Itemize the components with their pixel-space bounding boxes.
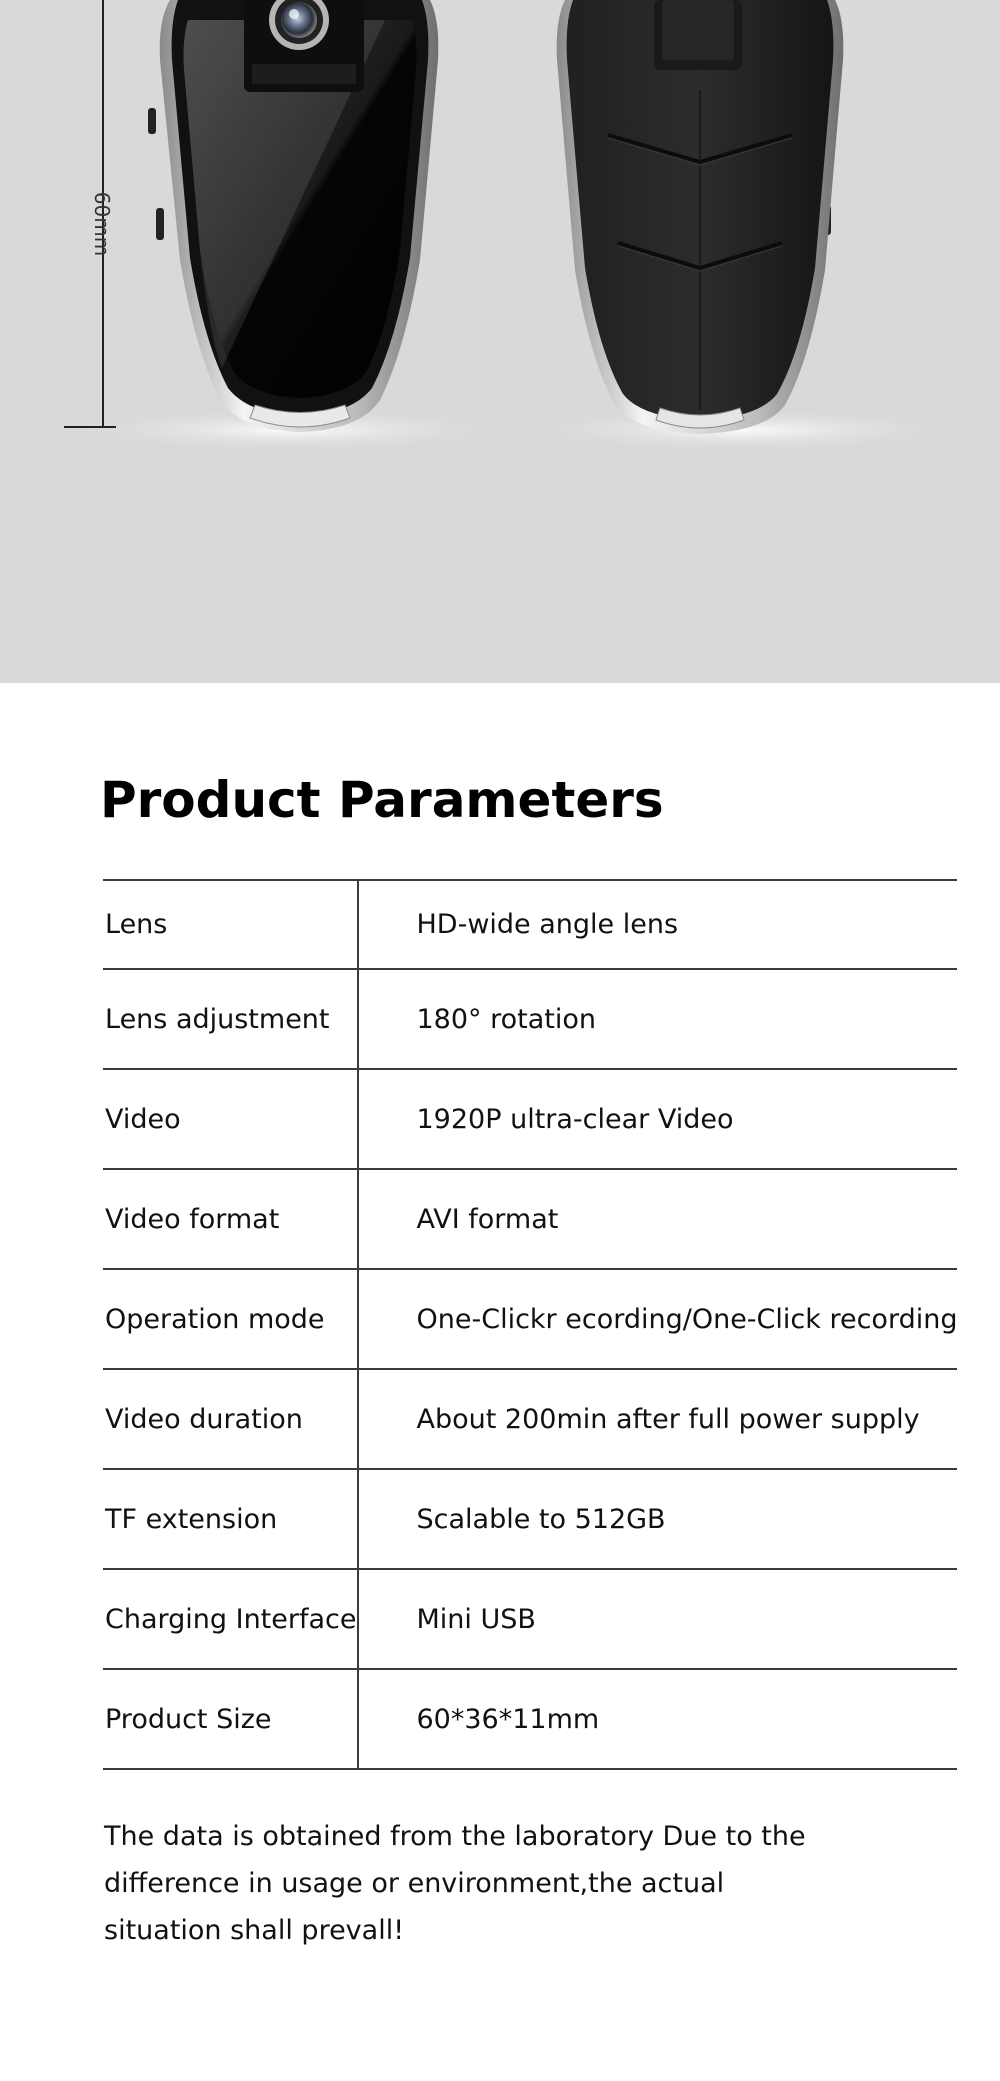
disclaimer-note: The data is obtained from the laboratory Due to the difference in usage or environment,the actual situation shall prevall! bbox=[104, 1821, 806, 1946]
table-row bbox=[103, 1469, 957, 1569]
table-row bbox=[103, 1169, 957, 1269]
param-label: Lens adjustment bbox=[103, 969, 358, 1069]
param-value: AVI format bbox=[358, 1169, 958, 1269]
param-label: Product Size bbox=[103, 1669, 358, 1769]
param-label: Lens bbox=[103, 880, 358, 969]
camera-front-view bbox=[148, 0, 438, 432]
param-value: One-Clickr ecording/One-Click recording bbox=[358, 1269, 958, 1369]
table-row bbox=[103, 1369, 957, 1469]
table-row bbox=[103, 1569, 957, 1669]
table-row bbox=[103, 969, 957, 1069]
table-row bbox=[103, 1269, 957, 1369]
param-value: 180° rotation bbox=[358, 969, 958, 1069]
param-value: 60*36*11mm bbox=[358, 1669, 958, 1769]
param-label: Operation mode bbox=[103, 1269, 358, 1369]
product-hero-image bbox=[0, 0, 1000, 683]
param-value: About 200min after full power supply bbox=[358, 1369, 958, 1469]
param-value: HD-wide angle lens bbox=[358, 880, 958, 969]
param-label: Video bbox=[103, 1069, 358, 1169]
param-value: 1920P ultra-clear Video bbox=[358, 1069, 958, 1169]
table-row bbox=[103, 1669, 957, 1769]
camera-back-view bbox=[557, 0, 844, 434]
table-row bbox=[103, 880, 957, 969]
param-label: Video duration bbox=[103, 1369, 358, 1469]
param-value: Scalable to 512GB bbox=[358, 1469, 958, 1569]
param-label: Video format bbox=[103, 1169, 358, 1269]
dimension-label: 60mm bbox=[90, 191, 114, 257]
product-illustration bbox=[0, 0, 1000, 683]
section-title: Product Parameters bbox=[100, 771, 664, 829]
param-value: Mini USB bbox=[358, 1569, 958, 1669]
table-row bbox=[103, 1069, 957, 1169]
param-label: TF extension bbox=[103, 1469, 358, 1569]
parameters-table bbox=[103, 879, 957, 1770]
param-label: Charging Interface bbox=[103, 1569, 358, 1669]
